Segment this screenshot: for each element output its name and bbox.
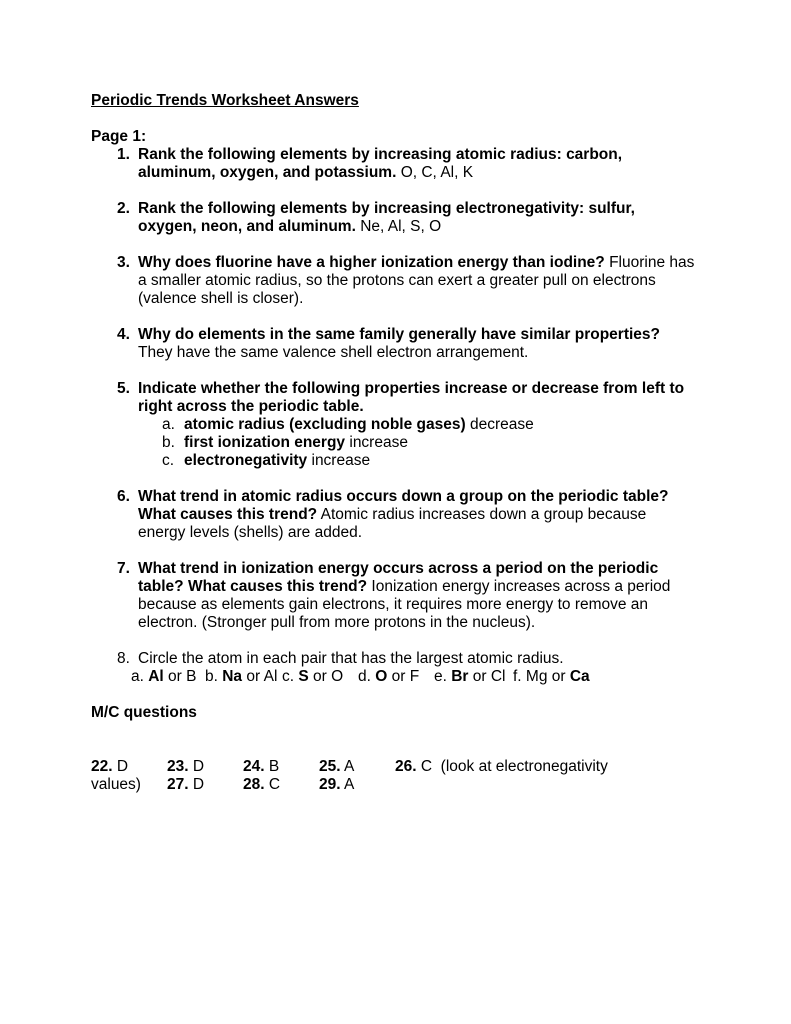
text-segment: O	[375, 668, 388, 685]
text-segment: Atomic radius increases down a group because	[317, 506, 647, 523]
text-segment: 28.	[243, 776, 265, 793]
question-number: 6.	[117, 488, 130, 505]
question-number: 8.	[117, 650, 130, 667]
subitem	[91, 434, 751, 452]
question-number: 2.	[117, 200, 130, 217]
question-line	[91, 164, 751, 182]
text-segment: Fluorine has	[604, 254, 695, 271]
question-line	[91, 254, 751, 272]
mc-answer-cell	[91, 758, 128, 776]
question-line	[91, 218, 751, 236]
text-segment: e.	[434, 668, 452, 685]
mc-answer-cell	[319, 776, 354, 794]
text-segment: increase	[345, 434, 408, 451]
text-segment: D	[188, 758, 205, 775]
text-segment: decrease	[465, 416, 534, 433]
text-segment: Ne, Al, S, O	[355, 218, 442, 235]
pair-answer-cell	[282, 668, 343, 686]
question-number: 1.	[117, 146, 130, 163]
mc-answer-cell	[319, 758, 354, 776]
text-segment: Ionization energy increases across a period	[367, 578, 671, 595]
mc-questions-heading: M/C questions	[91, 704, 197, 721]
text-segment: Why do elements in the same family generally have similar properties?	[138, 326, 661, 343]
text-segment: electronegativity	[184, 452, 308, 469]
text-segment: Al	[148, 668, 164, 685]
text-segment: table? What causes this trend?	[138, 578, 368, 595]
mc-answer-cell	[243, 758, 279, 776]
text-segment: Rank the following elements by increasing electronegativity: sulfur,	[138, 200, 635, 217]
text-segment: What trend in atomic radius occurs down a group on the periodic table?	[138, 488, 669, 505]
pair-answer-cell	[358, 668, 419, 686]
text-segment: 23.	[167, 758, 189, 775]
pair-answer-cell	[131, 668, 196, 686]
question-line	[91, 146, 751, 164]
question-number: 5.	[117, 380, 130, 397]
pair-answers-row	[91, 668, 751, 686]
section-label: Page 1:	[91, 128, 147, 145]
pair-answer-cell	[513, 668, 590, 686]
text-segment: S	[298, 668, 309, 685]
text-segment: oxygen, neon, and aluminum.	[138, 218, 356, 235]
question-line	[91, 524, 751, 542]
text-segment: What causes this trend?	[138, 506, 318, 523]
text-segment: or B	[163, 668, 197, 685]
text-segment: electron. (Stronger pull from more protons in the nucleus).	[138, 614, 536, 631]
text-segment: C (look at electronegativity	[416, 758, 608, 775]
text-segment: D	[188, 776, 205, 793]
text-segment: a.	[131, 668, 149, 685]
text-segment: A	[340, 776, 355, 793]
text-segment: Rank the following elements by increasing atomic radius: carbon,	[138, 146, 623, 163]
text-segment: D	[112, 758, 129, 775]
text-segment: a smaller atomic radius, so the protons can exert a greater pull on electrons	[138, 272, 656, 289]
text-segment: (valence shell is closer).	[138, 290, 304, 307]
question-line	[91, 596, 751, 614]
text-segment: increase	[307, 452, 371, 469]
subitem-letter: a.	[162, 416, 175, 433]
question-line	[91, 398, 751, 416]
question-item	[91, 560, 751, 632]
text-segment: right across the periodic table.	[138, 398, 364, 415]
text-segment: atomic radius (excluding noble gases)	[184, 416, 466, 433]
question-line	[91, 650, 751, 668]
text-segment: Na	[222, 668, 243, 685]
question-item	[91, 380, 751, 470]
question-line	[91, 488, 751, 506]
subitem-letter: b.	[162, 434, 175, 451]
text-segment: Why does fluorine have a higher ionization energy than iodine?	[138, 254, 605, 271]
text-segment: Ca	[569, 668, 590, 685]
mc-answer-row	[91, 776, 751, 794]
text-segment: Br	[451, 668, 469, 685]
subitem-letter: c.	[162, 452, 175, 469]
question-line	[91, 380, 751, 398]
text-segment: C	[264, 776, 281, 793]
question-line	[91, 506, 751, 524]
text-segment: values)	[91, 776, 141, 793]
question-number: 4.	[117, 326, 130, 343]
text-segment: first ionization energy	[184, 434, 346, 451]
text-segment: d.	[358, 668, 376, 685]
text-segment: f. Mg or	[513, 668, 570, 685]
mc-answers	[91, 758, 751, 794]
question-item	[91, 146, 751, 182]
question-item	[91, 254, 751, 308]
document-content	[91, 92, 751, 794]
question-line	[91, 344, 751, 362]
question-line	[91, 560, 751, 578]
subitem	[91, 452, 751, 470]
text-segment: aluminum, oxygen, and potassium.	[138, 164, 397, 181]
text-segment: b.	[205, 668, 223, 685]
text-segment: 25.	[319, 758, 341, 775]
question-line	[91, 200, 751, 218]
text-segment: or F	[387, 668, 420, 685]
mc-answer-cell	[167, 758, 204, 776]
text-segment: 22.	[91, 758, 113, 775]
text-segment: or Al	[242, 668, 278, 685]
question-number: 3.	[117, 254, 130, 271]
mc-answer-cell	[243, 776, 280, 794]
text-segment: O, C, Al, K	[396, 164, 474, 181]
questions-list	[91, 146, 751, 686]
question-item	[91, 200, 751, 236]
text-segment: A	[340, 758, 355, 775]
text-segment: Circle the atom in each pair that has the largest atomic radius.	[138, 650, 564, 667]
text-segment: because as elements gain electrons, it requires more energy to remove an	[138, 596, 649, 613]
text-segment: They have the same valence shell electron arrangement.	[138, 344, 529, 361]
text-segment: Indicate whether the following properties increase or decrease from left to	[138, 380, 685, 397]
mc-answer-cell	[395, 758, 608, 776]
question-line	[91, 290, 751, 308]
mc-answer-cell	[167, 776, 204, 794]
text-segment: or Cl	[468, 668, 506, 685]
question-item	[91, 488, 751, 542]
text-segment: or O	[308, 668, 344, 685]
text-segment: What trend in ionization energy occurs across a period on the periodic	[138, 560, 659, 577]
text-segment: energy levels (shells) are added.	[138, 524, 363, 541]
question-number: 7.	[117, 560, 130, 577]
question-item	[91, 650, 751, 686]
question-line	[91, 578, 751, 596]
mc-answer-cell	[91, 776, 141, 794]
question-line	[91, 272, 751, 290]
page-title: Periodic Trends Worksheet Answers	[91, 92, 359, 109]
question-line	[91, 326, 751, 344]
text-segment: 24.	[243, 758, 265, 775]
subitem	[91, 416, 751, 434]
text-segment: B	[264, 758, 280, 775]
pair-answer-cell	[205, 668, 277, 686]
text-segment: 27.	[167, 776, 189, 793]
text-segment: c.	[282, 668, 299, 685]
text-segment: 26.	[395, 758, 417, 775]
question-item	[91, 326, 751, 362]
text-segment: 29.	[319, 776, 341, 793]
pair-answer-cell	[434, 668, 506, 686]
question-line	[91, 614, 751, 632]
mc-answer-row	[91, 758, 751, 776]
